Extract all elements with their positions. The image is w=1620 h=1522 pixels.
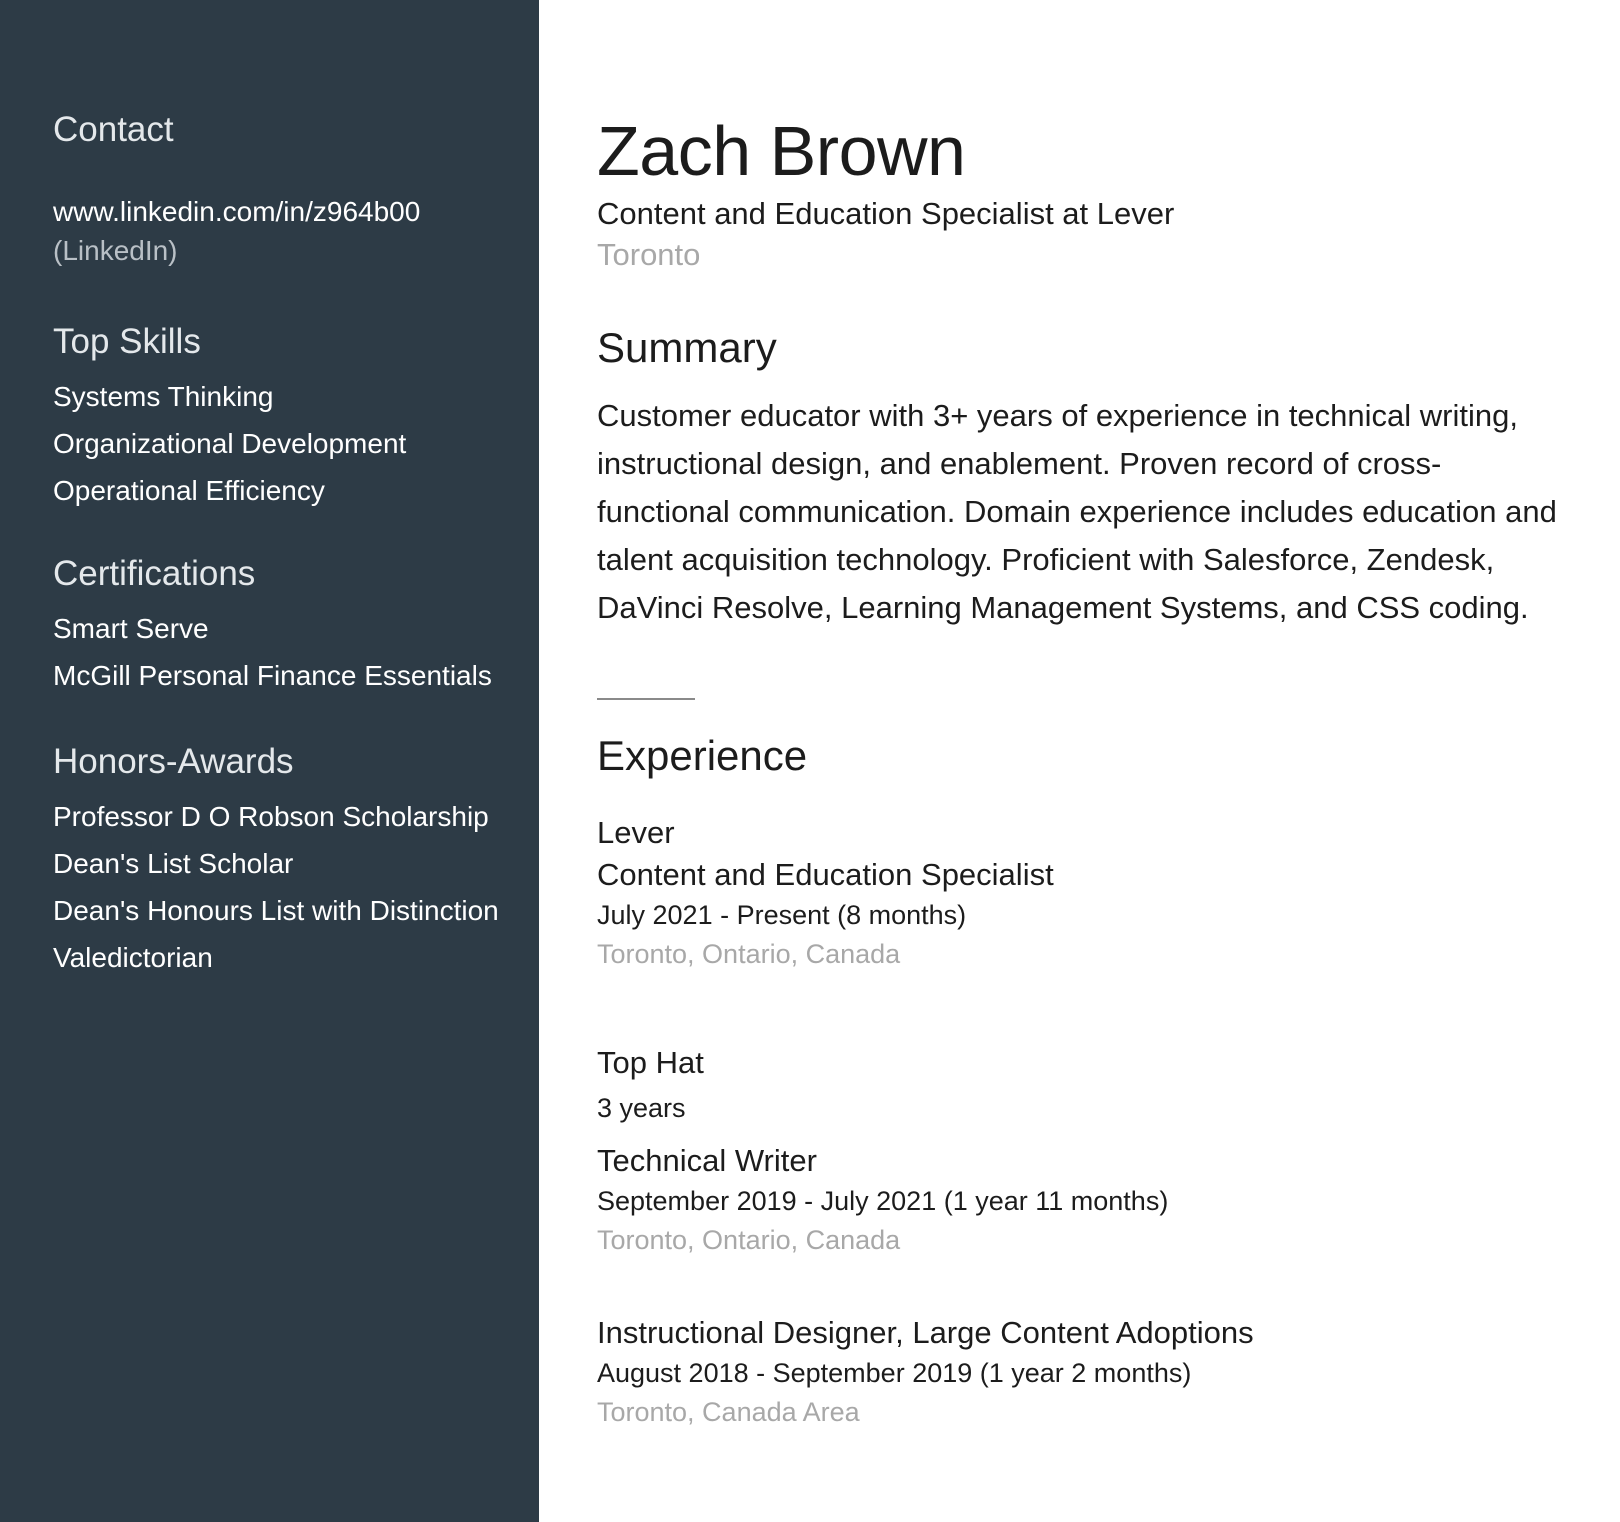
company-name: Top Hat [597, 1045, 704, 1080]
person-name: Zach Brown [597, 112, 966, 190]
certifications-list [53, 605, 539, 699]
job-role: Instructional Designer, Large Content Adoptions [597, 1315, 1254, 1350]
honor-item: Professor D O Robson Scholarship [53, 801, 489, 832]
job-location: Toronto, Canada Area [597, 1397, 860, 1427]
certifications-heading: Certifications [53, 554, 256, 593]
summary-heading: Summary [597, 324, 777, 371]
certification-item: Smart Serve [53, 613, 209, 644]
summary-text: Customer educator with 3+ years of experience in technical writing, instructional design, and enablement. Proven record of cross-functional communication. Domain experience includes education and talent acquisition technology. Proficient with Salesforce, Zendesk, DaVinci Resolve, Learning Management Systems, and CSS coding. [597, 398, 1557, 625]
position-entry [597, 1312, 1580, 1432]
skill-item: Systems Thinking [53, 381, 274, 412]
job-dates: September 2019 - July 2021 (1 year 11 months) [597, 1186, 1169, 1216]
linkedin-note: (LinkedIn) [53, 235, 178, 266]
job-dates: August 2018 - September 2019 (1 year 2 months) [597, 1358, 1192, 1388]
honor-item: Dean's Honours List with Distinction [53, 895, 499, 926]
position-entry [597, 1140, 1580, 1260]
headline: Content and Education Specialist at Lever [597, 196, 1175, 231]
company-duration: 3 years [597, 1093, 686, 1123]
contact-section [53, 108, 539, 270]
sidebar [0, 0, 539, 1522]
skill-item: Organizational Development [53, 428, 407, 459]
job-entry-lever [597, 812, 1580, 974]
job-location: Toronto, Ontario, Canada [597, 939, 901, 969]
top-skills-list [53, 373, 539, 514]
top-skills-section [53, 320, 539, 514]
top-skills-heading: Top Skills [53, 322, 201, 361]
main-content [539, 0, 1620, 1522]
location: Toronto [597, 237, 701, 272]
job-location: Toronto, Ontario, Canada [597, 1225, 901, 1255]
section-divider [597, 698, 695, 700]
job-entry-top-hat [597, 1042, 1580, 1432]
linkedin-link[interactable]: www.linkedin.com/in/z964b00 [53, 196, 421, 227]
company-name: Lever [597, 815, 675, 850]
skill-item: Operational Efficiency [53, 475, 325, 506]
experience-section [597, 730, 1580, 1432]
honors-section [53, 740, 539, 981]
job-role: Technical Writer [597, 1143, 817, 1178]
certifications-section [53, 552, 539, 699]
honors-heading: Honors-Awards [53, 742, 294, 781]
honor-item: Valedictorian [53, 942, 213, 973]
honor-item: Dean's List Scholar [53, 848, 294, 879]
experience-heading: Experience [597, 732, 808, 779]
contact-heading: Contact [53, 110, 174, 149]
certification-item: McGill Personal Finance Essentials [53, 660, 492, 691]
job-role: Content and Education Specialist [597, 857, 1054, 892]
honors-list [53, 793, 539, 981]
contact-block [53, 192, 539, 270]
job-dates: July 2021 - Present (8 months) [597, 900, 967, 930]
summary-section [597, 322, 1580, 632]
